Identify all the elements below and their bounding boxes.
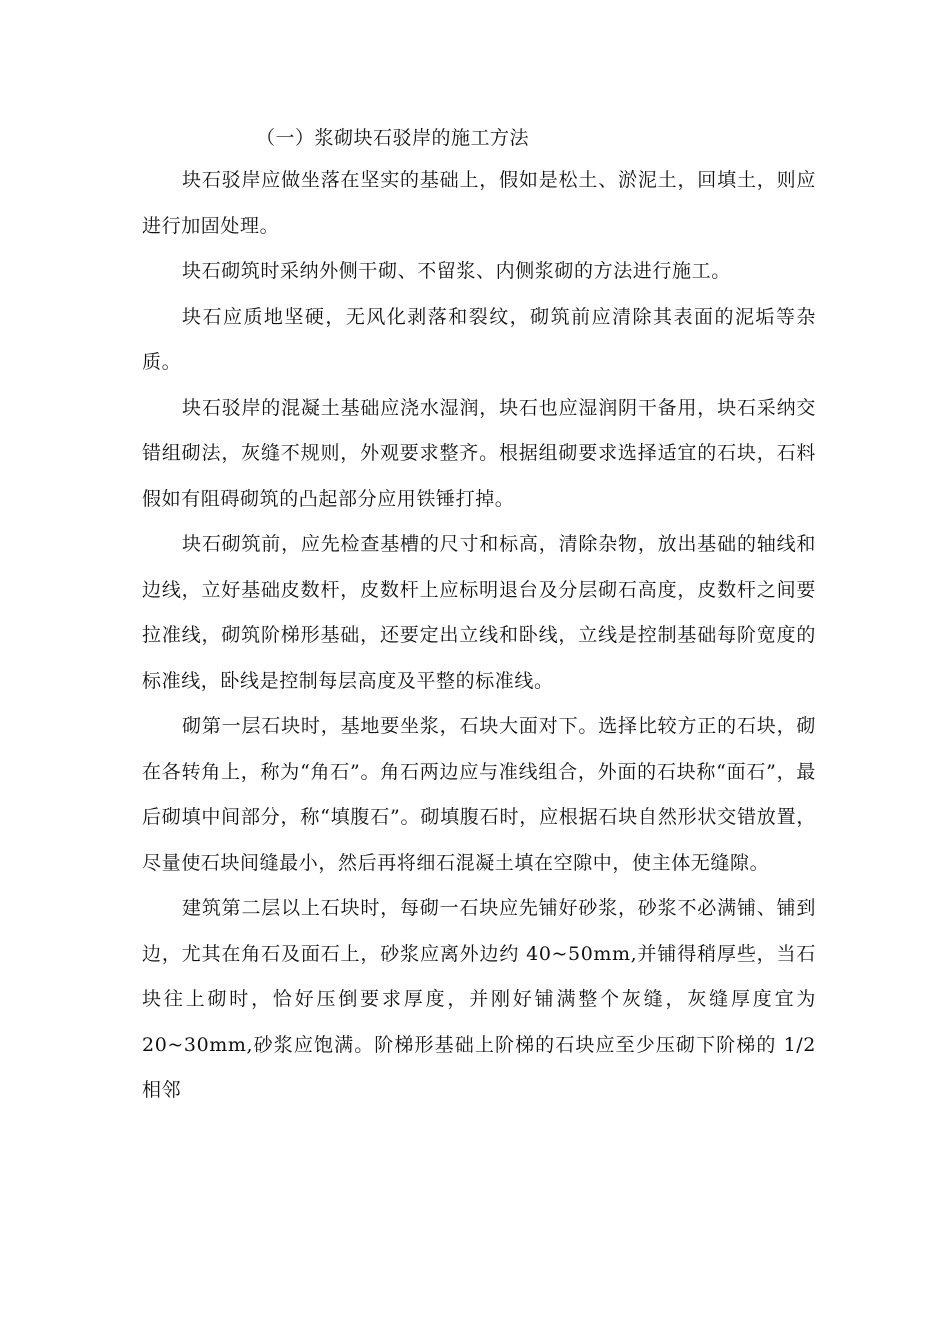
paragraph-concrete-base: 块石驳岸的混凝土基础应浇水湿润，块石也应湿润阴干备用，块石采纳交错组砌法，灰缝不规则，外观要求整齐。根据组砌要求选择适宜的石块，石料假如有阻碍砌筑的凸起部分应用铁锤打掉。 [142,396,816,510]
paragraph-second-layer: 建筑第二层以上石块时，每砌一石块应先铺好砂浆，砂浆不必满铺、铺到边，尤其在角石及面石上，砂浆应离外边约 40~50mm,并铺得稍厚些，当石块往上砌时，恰好压倒要求厚度，并刚好铺满整个灰缝，灰缝厚度宜为 20~30mm,砂浆应饱满。阶梯形基础上阶梯的石块应至少压砌下阶梯的 1/2 相邻 [142,897,816,1101]
paragraph-stone-quality: 块石应质地坚硬，无风化剥落和裂纹，砌筑前应清除其表面的泥垢等杂质。 [142,305,816,373]
paragraph-preparation: 块石砌筑前，应先检查基槽的尺寸和标高，清除杂物，放出基础的轴线和边线，立好基础皮数杆，皮数杆上应标明退台及分层砌石高度，皮数杆之间要拉准线，砌筑阶梯形基础，还要定出立线和卧线，立线是控制基础每阶宽度的标准线，卧线是控制每层高度及平整的标准线。 [142,533,816,692]
document-body [142,118,816,1114]
paragraph-first-layer: 砌第一层石块时，基地要坐浆，石块大面对下。选择比较方正的石块，砌在各转角上，称为“角石”。角石两边应与准线组合，外面的石块称“面石”，最后砌填中间部分，称“填腹石”。砌填腹石时，应根据石块自然形状交错放置，尽量使石块间缝最小，然后再将细石混凝土填在空隙中，使主体无缝隙。 [142,715,816,874]
section-heading: （一）浆砌块石驳岸的施工方法 [256,127,530,149]
paragraph-foundation: 块石驳岸应做坐落在坚实的基础上，假如是松土、淤泥土，回填土，则应进行加固处理。 [142,169,816,237]
paragraph-masonry-method: 块石砌筑时采纳外侧干砌、不留浆、内侧浆砌的方法进行施工。 [182,260,731,282]
